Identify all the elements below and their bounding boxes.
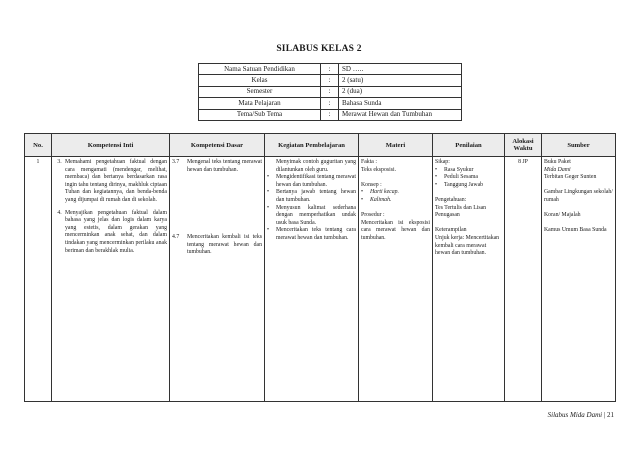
bullet: • <box>267 189 270 196</box>
penilaian-cell <box>433 157 505 402</box>
materi-konsep-item: Kalimah. <box>370 196 392 203</box>
header-kompetensi-dasar: Kompetensi Dasar <box>170 134 265 157</box>
header-materi: Materi <box>359 134 433 157</box>
materi-fakta-label: Fakta : <box>361 159 377 165</box>
sumber-item: Mida Dami <box>544 166 571 173</box>
header-no: No. <box>25 134 52 157</box>
sikap-item: Rasa Syukur <box>444 166 474 173</box>
identity-label: Mata Pelajaran <box>199 98 321 109</box>
materi-cell <box>359 157 433 402</box>
kegiatan-text: Menyimak contoh guguritan yang dilantunkan oleh guru. <box>276 159 356 173</box>
penilaian-keterampilan-label: Keterampilan <box>435 227 467 234</box>
identity-separator: : <box>321 75 339 86</box>
list-item <box>267 159 356 174</box>
sumber-item: Kamus Umum Basa Sunda <box>544 227 607 234</box>
materi-konsep-list <box>361 189 430 204</box>
ki-item <box>54 159 167 205</box>
syllabus-table <box>24 133 616 402</box>
materi-fakta-value: Teks eksposisi. <box>361 166 397 173</box>
alokasi-waktu-cell: 8 JP <box>505 157 542 402</box>
sumber-item: Gambar Lingkungan sekolah/ rumah <box>544 189 613 203</box>
list-item: • Harti kecap. <box>361 189 399 196</box>
footer-divider: | <box>603 411 607 419</box>
sumber-item: Koran/ Majalah <box>544 212 581 219</box>
penilaian-penugasan: Penugasan <box>435 212 460 219</box>
penilaian-sikap-label: Sikap: <box>435 159 450 165</box>
identity-row <box>199 75 462 86</box>
identity-separator: : <box>321 64 339 75</box>
footer-book-title: Silabus Mida Dami <box>547 411 603 419</box>
header-penilaian: Penilaian <box>433 134 505 157</box>
identity-value: Merawat Hewan dan Tumbuhan <box>339 109 462 120</box>
kegiatan-list <box>267 159 356 243</box>
sikap-item: Peduli Sesama <box>444 174 478 181</box>
kd-item <box>172 234 262 257</box>
list-item: • Peduli Sesama <box>435 174 502 182</box>
kegiatan-text: Mengidentifikasi tentang merawat hewan dan tumbuhan. <box>276 174 356 188</box>
penilaian-pengetahuan-value: Tes Tertulis dan Lisan <box>435 204 487 211</box>
identity-label: Tema/Sub Tema <box>199 109 321 120</box>
identity-value: 2 (dua) <box>339 86 462 97</box>
header-kompetensi-inti: Kompetensi Inti <box>52 134 170 157</box>
identity-table <box>198 63 462 121</box>
materi-prosedur-label: Prosedur : <box>361 212 385 219</box>
identity-separator: : <box>321 109 339 120</box>
ki-text: Memahami pengetahuan faktual dengan cara mengamati (mendengar, melihat, membaca) dan bertanya berdasarkan rasa ingin tahu tentang dirinya, makhluk ciptaan Tuhan dan kegiatannya, dan benda-benda yang dijumpai di rumah dan di sekolah. <box>65 159 167 203</box>
materi-konsep-label: Konsep : <box>361 181 382 188</box>
identity-label: Semester <box>199 86 321 97</box>
materi-prosedur-value: Menceritakan isi eksposisi cara merawat hewan dan tumbuhan. <box>361 219 430 241</box>
page-footer <box>548 411 614 419</box>
page-title: SILABUS KELAS 2 <box>276 44 362 54</box>
kegiatan-text: Menceritakan teks tentang cara merawat hewan dan tumbuhan. <box>276 227 356 241</box>
identity-row <box>199 64 462 75</box>
ki-item <box>54 210 167 256</box>
ki-number: 3. <box>57 159 62 165</box>
page-number: 21 <box>607 411 614 419</box>
ki-number: 4. <box>57 209 62 216</box>
identity-value: 2 (satu) <box>339 75 462 86</box>
kd-text: Menceritakan kembali isi teks tentang merawat hewan dan tumbuhan. <box>187 234 262 256</box>
kd-number: 4.7 <box>172 234 180 241</box>
kd-text: Mengenal teks tentang merawat hewan dan tumbuhan. <box>187 159 262 173</box>
identity-value: Bahasa Sunda <box>339 98 462 109</box>
header-kegiatan: Kegiatan Pembelajaran <box>265 134 359 157</box>
ki-text: Menyajikan pengetahuan faktual dalam bahasa yang jelas dan logis dalam karya yang estetis, dalam gerakan yang mencerminkan anak sehat, dan dalam tindakan yang mencerminkan perilaku anak beriman dan berakhlak mulia. <box>65 209 167 254</box>
list-item <box>267 205 356 228</box>
kegiatan-text: Menyusun kalimat sederhana dengan memperhatikan undak usuk basa Sunda. <box>276 204 356 226</box>
identity-separator: : <box>321 98 339 109</box>
identity-value: SD ….. <box>339 64 462 75</box>
bullet: • <box>267 204 270 211</box>
kd-number: 3.7 <box>172 159 180 165</box>
row-number: 1 <box>25 157 52 402</box>
list-item <box>267 227 356 242</box>
kd-item <box>172 159 262 174</box>
table-row <box>25 157 616 402</box>
identity-label: Kelas <box>199 75 321 86</box>
sikap-item: Tanggung Jawab <box>444 181 484 188</box>
sumber-item: Terbitan Geger Sunten <box>544 174 597 181</box>
table-header-row <box>25 134 616 157</box>
bullet: • <box>267 174 270 181</box>
header-alokasi: Alokasi Waktu <box>505 134 542 157</box>
list-item: • Kalimah. <box>361 196 392 203</box>
list-item <box>267 174 356 189</box>
kegiatan-cell <box>265 157 359 402</box>
materi-konsep-item: Harti kecap. <box>370 189 399 196</box>
penilaian-keterampilan-value: Unjuk kerja: Mencertitakan kembali cara merawat hewan dan tumbuhan. <box>435 234 500 257</box>
identity-separator: : <box>321 86 339 97</box>
sumber-cell <box>542 157 616 402</box>
identity-label: Nama Satuan Pendidikan <box>199 64 321 75</box>
list-item: • Rasa Syukur <box>435 167 502 175</box>
kompetensi-inti-cell <box>52 157 170 402</box>
kegiatan-text: Bertanya jawab tentang hewan dan tumbuhan. <box>276 189 356 203</box>
identity-row <box>199 98 462 109</box>
list-item <box>267 189 356 204</box>
sumber-item: Buku Paket <box>544 159 571 165</box>
bullet: • <box>267 227 270 234</box>
list-item: • Tanggung Jawab <box>435 182 502 190</box>
header-sumber: Sumber <box>542 134 616 157</box>
penilaian-pengetahuan-label: Pengetahuan: <box>435 196 467 203</box>
bullet <box>267 159 276 174</box>
identity-row <box>199 109 462 120</box>
identity-row <box>199 86 462 97</box>
kompetensi-dasar-cell <box>170 157 265 402</box>
penilaian-sikap-list <box>435 167 502 190</box>
